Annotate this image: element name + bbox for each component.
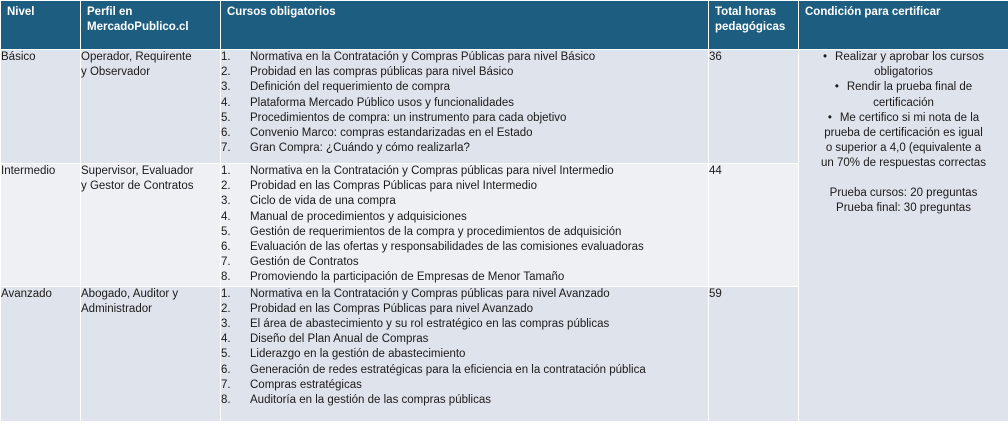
course-number: 4.	[221, 96, 231, 109]
course-item	[221, 378, 708, 393]
header-level: Nivel	[1, 1, 81, 50]
hours-cell: 36	[709, 50, 799, 164]
header-profile-line2: MercadoPublico.cl	[87, 21, 189, 34]
course-number: 3.	[221, 318, 231, 331]
course-title: Convenio Marco: compras estandarizadas en el Estado	[250, 127, 533, 140]
condition-list	[799, 50, 1008, 172]
profile-line: Supervisor, Evaluador	[81, 165, 194, 177]
course-item	[221, 287, 708, 302]
course-number: 5.	[221, 111, 231, 124]
profile-line: Administrador	[81, 302, 152, 315]
course-title: Diseño del Plan Anual de Compras	[250, 333, 429, 346]
course-number: 2.	[221, 180, 231, 193]
course-item	[221, 179, 708, 194]
course-number: 3.	[221, 195, 231, 208]
course-number: 6.	[221, 241, 231, 254]
course-item	[221, 65, 708, 80]
course-item	[221, 194, 708, 209]
profile-line: Abogado, Auditor y	[81, 287, 179, 300]
course-item	[221, 302, 708, 317]
header-profile-line1: Perfil en	[87, 6, 133, 18]
level-cell: Avanzado	[1, 286, 81, 421]
course-item	[221, 210, 708, 225]
course-item	[221, 126, 708, 141]
header-hours-line1: Total horas	[715, 6, 777, 18]
condition-item: • Me certifico si mi nota de la prueba de certificación es igual o superior a 4,0 (equivalente a un 70% de respuestas correctas	[821, 111, 986, 170]
header-hours	[709, 1, 799, 50]
course-title: Probidad en las Compras Públicas para nivel Avanzado	[250, 302, 533, 315]
course-number: 8.	[221, 271, 231, 284]
condition-cell	[799, 50, 1008, 422]
profile-cell	[81, 50, 221, 164]
course-item	[221, 50, 708, 65]
course-number: 4.	[221, 333, 231, 346]
course-list	[221, 50, 708, 156]
course-title: Liderazgo en la gestión de abastecimiento	[250, 348, 466, 361]
test-final-text: Prueba final: 30 preguntas	[836, 201, 971, 214]
profile-cell	[81, 286, 221, 421]
header-condition: Condición para certificar	[799, 1, 1008, 50]
course-number: 5.	[221, 348, 231, 361]
profile-cell	[81, 164, 221, 287]
bullet-icon: •	[834, 81, 839, 94]
course-item	[221, 317, 708, 332]
courses-cell	[221, 164, 709, 287]
course-item	[221, 240, 708, 255]
course-title: Gestión de Contratos	[250, 256, 359, 269]
course-item	[221, 347, 708, 362]
course-number: 1.	[221, 51, 231, 63]
course-number: 6.	[221, 363, 231, 376]
course-item	[221, 96, 708, 111]
course-title: Probidad en las Compras Públicas para nivel Intermedio	[250, 180, 538, 193]
profile-line: y Gestor de Contratos	[81, 180, 194, 193]
bullet-icon: •	[827, 111, 832, 124]
course-title: Generación de redes estratégicas para la eficiencia en la contratación pública	[250, 363, 646, 376]
course-item	[221, 225, 708, 240]
course-item	[221, 111, 708, 126]
course-item	[221, 164, 708, 179]
course-title: Gran Compra: ¿Cuándo y cómo realizarla?	[250, 142, 470, 155]
condition-item: • Rendir la prueba final de certificación	[834, 81, 973, 109]
course-number: 7.	[221, 256, 231, 269]
course-title: Promoviendo la participación de Empresas de Menor Tamaño	[250, 271, 565, 284]
course-number: 6.	[221, 127, 231, 140]
course-number: 3.	[221, 81, 231, 94]
course-number: 1.	[221, 287, 231, 300]
course-item	[221, 332, 708, 347]
course-title: Evaluación de las ofertas y responsabilidades de las comisiones evaluadoras	[250, 241, 644, 254]
course-title: Normativa en la Contratación y Compras públicas para nivel Avanzado	[250, 287, 610, 300]
course-title: Ciclo de vida de una compra	[250, 195, 396, 208]
course-title: Probidad en las compras públicas para nivel Básico	[250, 66, 514, 79]
course-title: Auditoría en la gestión de las compras públicas	[250, 394, 492, 407]
header-hours-line2: pedagógicas	[715, 21, 786, 34]
course-title: Plataforma Mercado Público usos y funcionalidades	[250, 96, 515, 109]
profile-line: Operador, Requirente	[81, 51, 192, 63]
course-item	[221, 255, 708, 270]
course-item	[221, 80, 708, 95]
course-title: Definición del requerimiento de compra	[250, 81, 451, 94]
course-item	[221, 141, 708, 156]
table-row-basico	[1, 50, 1008, 164]
test-info	[799, 186, 1008, 216]
course-item	[221, 363, 708, 378]
course-number: 7.	[221, 378, 231, 391]
course-title: Normativa en la Contratación y Compras públicas para nivel Intermedio	[250, 165, 614, 177]
profile-line: y Observador	[81, 66, 151, 79]
hours-cell: 59	[709, 286, 799, 421]
courses-cell	[221, 50, 709, 164]
header-profile	[81, 1, 221, 50]
course-title: Normativa en la Contratación y Compras Públicas para nivel Básico	[250, 51, 596, 63]
course-title: El área de abastecimiento y su rol estratégico en las compras públicas	[250, 318, 610, 331]
course-title: Manual de procedimientos y adquisiciones	[250, 210, 467, 223]
course-item	[221, 270, 708, 285]
hours-cell: 44	[709, 164, 799, 287]
course-list	[221, 287, 708, 409]
course-number: 4.	[221, 210, 231, 223]
condition-item: • Realizar y aprobar los cursos obligatorios	[823, 51, 984, 79]
course-title: Compras estratégicas	[250, 378, 362, 391]
course-title: Gestión de requerimientos de la compra y procedimientos de adquisición	[250, 225, 622, 238]
bullet-icon: •	[823, 51, 828, 63]
course-list	[221, 164, 708, 286]
level-cell: Intermedio	[1, 164, 81, 287]
course-number: 8.	[221, 394, 231, 407]
level-cell: Básico	[1, 50, 81, 164]
course-title: Procedimientos de compra: un instrumento para cada objetivo	[250, 111, 567, 124]
header-row	[1, 1, 1008, 50]
header-courses: Cursos obligatorios	[221, 1, 709, 50]
course-number: 7.	[221, 142, 231, 155]
courses-cell	[221, 286, 709, 421]
course-number: 2.	[221, 66, 231, 79]
test-courses-text: Prueba cursos: 20 preguntas	[829, 186, 978, 199]
course-number: 2.	[221, 302, 231, 315]
course-item	[221, 393, 708, 408]
course-number: 1.	[221, 165, 231, 177]
course-number: 5.	[221, 225, 231, 238]
